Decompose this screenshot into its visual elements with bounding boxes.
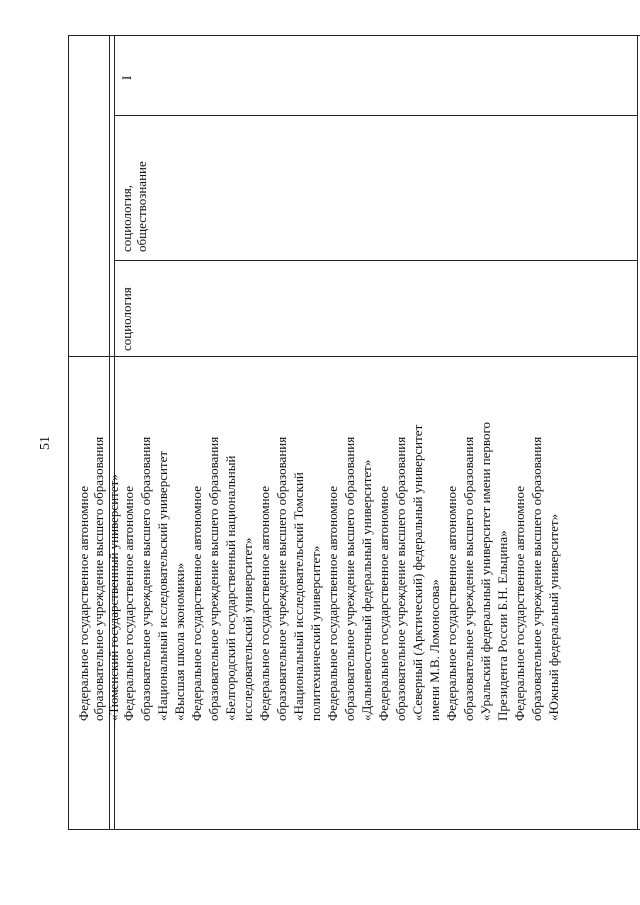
- subject-line: социология,: [119, 184, 134, 252]
- column-divider-direction: [68, 356, 637, 357]
- table-row: [76, 437, 121, 721]
- organization-line: образовательное учреждение высшего образования: [461, 436, 476, 721]
- organization-line: Федеральное государственное автономное: [512, 486, 527, 721]
- organization-line: образовательное учреждение высшего образования: [138, 436, 153, 721]
- organization-line: исследовательский университет»: [240, 537, 255, 721]
- organization-line: политехнический университет»: [308, 545, 323, 721]
- organization-line: «Уральский федеральный университет имени первого: [478, 422, 493, 721]
- olympiad-table: [68, 35, 640, 830]
- column-divider-level: [114, 115, 637, 116]
- column-divider-subjects: [114, 260, 637, 261]
- page-number: 51: [38, 436, 53, 450]
- organization-line: Федеральное государственное автономное: [189, 486, 204, 721]
- organization-line: Федеральное государственное автономное: [376, 486, 391, 721]
- table-border-right: [637, 35, 638, 830]
- organization-line: «Белгородский государственный национальный: [223, 455, 238, 721]
- table-border-bottom: [68, 829, 640, 830]
- organization-line: образовательное учреждение высшего образования: [206, 436, 221, 721]
- organization-line: Президента России Б.Н. Ельцина»: [495, 530, 510, 721]
- organization-line: Федеральное государственное автономное: [121, 486, 136, 721]
- direction-cell: [119, 287, 134, 351]
- organization-line: Федеральное государственное автономное: [444, 486, 459, 721]
- level-cell: [119, 76, 134, 80]
- table-border-left: [68, 35, 69, 830]
- organization-line: «Южный федеральный университет»: [546, 513, 561, 721]
- organization-line: Федеральное государственное автономное: [325, 486, 340, 721]
- subjects-cell: [119, 161, 149, 252]
- subject-line: обществознание: [134, 161, 149, 252]
- table-row: [120, 422, 562, 721]
- organization-line: образовательное учреждение высшего образования: [91, 436, 106, 721]
- organization-line: «Национальный исследовательский университет: [155, 450, 170, 721]
- organization-line: «Северный (Арктический) федеральный университет: [410, 424, 425, 721]
- organization-line: образовательное учреждение высшего образования: [529, 436, 544, 721]
- organization-line: образовательное учреждение высшего образования: [393, 436, 408, 721]
- organization-line: «Тюменский государственный университет»: [106, 474, 121, 721]
- organization-line: образовательное учреждение высшего образования: [274, 436, 289, 721]
- level-text: I: [119, 75, 134, 80]
- organization-line: Федеральное государственное автономное: [257, 486, 272, 721]
- organization-line: «Национальный исследовательский Томский: [291, 472, 306, 721]
- organization-line: «Дальневосточный федеральный университет»: [359, 459, 374, 721]
- table-border-top: [68, 35, 640, 36]
- organization-line: «Высшая школа экономики»: [172, 562, 187, 721]
- direction-text: социология: [119, 287, 134, 351]
- organization-line: имени М.В. Ломоносова»: [427, 579, 442, 721]
- organization-line: образовательное учреждение высшего образования: [342, 436, 357, 721]
- organization-line: Федеральное государственное автономное: [76, 486, 91, 721]
